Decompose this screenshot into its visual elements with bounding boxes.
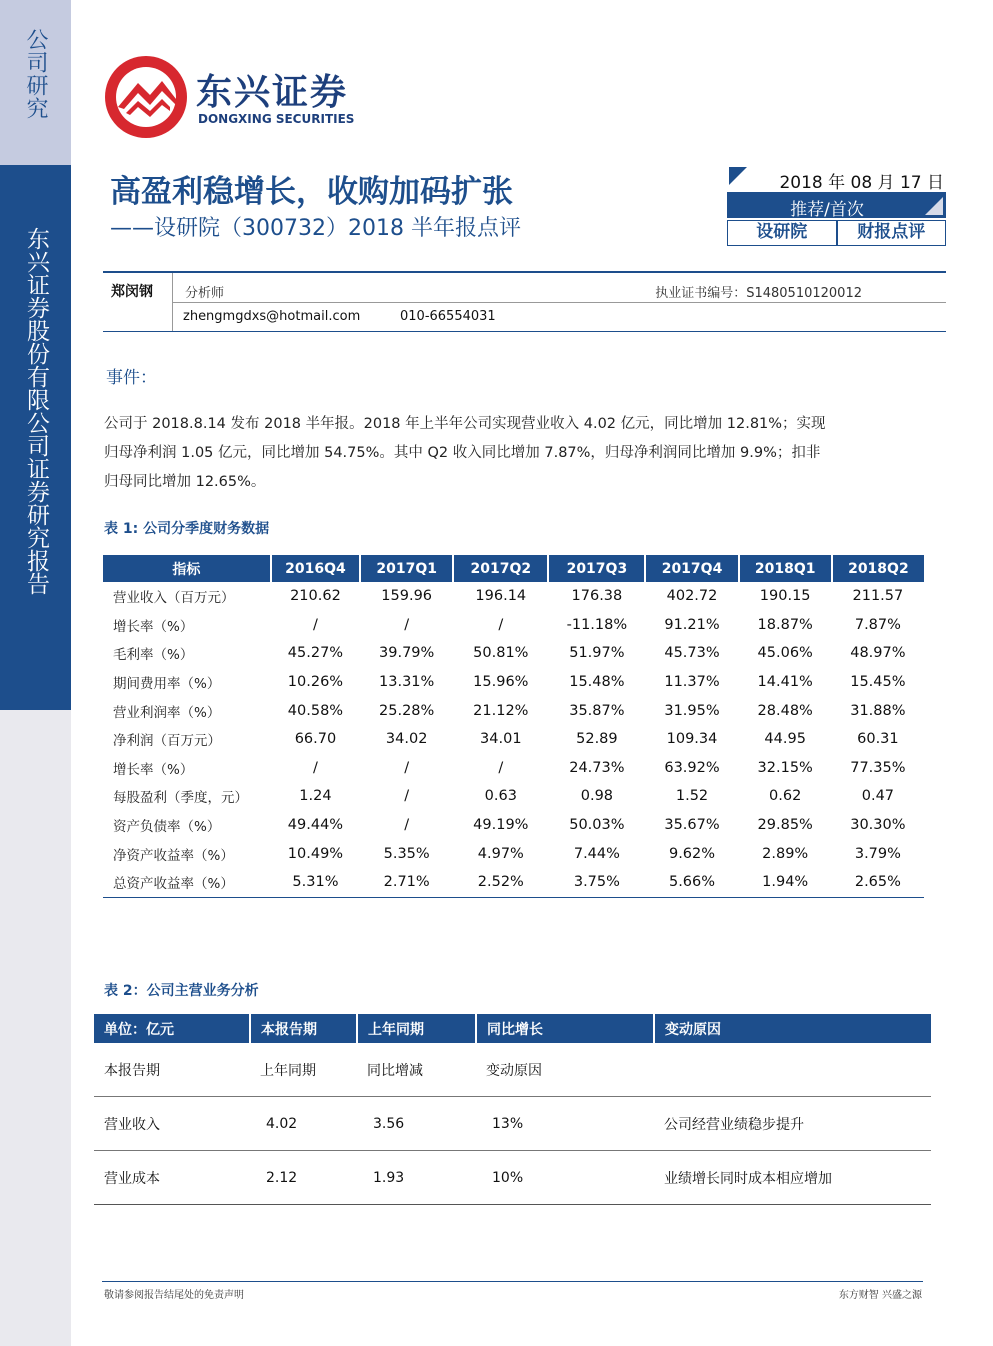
table-cell: 31.95% — [664, 702, 720, 719]
tag-row — [727, 220, 946, 246]
sidebar-category: 公司研究 — [23, 28, 48, 120]
table-header-cell: 2018Q2 — [832, 555, 924, 582]
table-cell: 49.44% — [287, 817, 344, 834]
analyst-phone: 010-66554031 — [400, 309, 496, 324]
table-cell: 63.92% — [664, 759, 720, 776]
table-cell: -11.18% — [566, 616, 628, 633]
sidebar — [0, 0, 71, 1346]
table-header-cell: 2018Q1 — [739, 555, 832, 582]
event-line: 归母净利润 1.05 亿元，同比增加 54.75%。其中 Q2 收入同比增加 7.87%，归母净利润同比增加 9.9%；扣非 — [104, 445, 821, 461]
quarterly-financials-table — [103, 555, 924, 898]
table-cell: 10.49% — [287, 845, 344, 862]
table-cell: 35.87% — [569, 702, 625, 719]
date-row — [727, 165, 946, 194]
event-line: 归母同比增加 12.65%。 — [104, 474, 266, 490]
divider — [172, 302, 946, 303]
table-header-cell: 2016Q4 — [271, 555, 360, 582]
table-cell: 0.47 — [861, 788, 895, 805]
table-cell: / — [498, 759, 504, 776]
table-cell: / — [404, 759, 410, 776]
table-cell: 15.96% — [473, 674, 529, 691]
table-header-cell: 2017Q3 — [548, 555, 645, 582]
table-row — [103, 868, 924, 897]
table-cell: 34.01 — [480, 731, 522, 748]
table-cell: 52.89 — [576, 731, 618, 748]
table-header-cell: 本报告期 — [250, 1014, 357, 1043]
table-cell: 60.31 — [857, 731, 899, 748]
table-cell: 21.12% — [473, 702, 529, 719]
table-cell: / — [313, 759, 318, 776]
tag-report-type: 财报点评 — [837, 220, 947, 246]
row-label: 营业利润率（%） — [113, 704, 221, 721]
brand-name-en: DONGXING SECURITIES — [198, 112, 355, 126]
table-cell: 48.97% — [850, 645, 906, 662]
table-row — [103, 696, 924, 725]
table-header-cell: 2017Q1 — [360, 555, 453, 582]
table-cell: 45.73% — [664, 645, 720, 662]
row-label: 期间费用率（%） — [113, 676, 221, 693]
table-row — [103, 811, 924, 840]
table-row — [103, 754, 924, 783]
table-row — [94, 1097, 931, 1151]
table-cell: / — [404, 788, 410, 805]
event-heading: 事件： — [106, 368, 157, 388]
event-paragraph — [104, 410, 926, 497]
table-cell: 10.26% — [287, 674, 344, 691]
table-cell: 2.89% — [762, 845, 809, 862]
sidebar-category-block — [0, 0, 71, 165]
table-cell: / — [313, 616, 318, 633]
table-cell: 公司经营业绩稳步提升 — [654, 1097, 931, 1151]
footer-divider — [102, 1281, 923, 1282]
row-label: 营业收入 — [94, 1097, 250, 1151]
table-cell: 1.24 — [299, 788, 332, 805]
table-header-cell: 2017Q2 — [453, 555, 548, 582]
main-business-table — [94, 1014, 931, 1205]
table1-caption: 表 1: 公司分季度财务数据 — [104, 521, 270, 537]
table-cell: 4.02 — [250, 1097, 357, 1151]
table-cell: 50.81% — [473, 645, 529, 662]
footer-slogan: 东方财智 兴盛之源 — [838, 1290, 922, 1301]
table-cell: 39.79% — [379, 645, 435, 662]
table-cell: 40.58% — [287, 702, 344, 719]
row-label: 增长率（%） — [113, 761, 194, 778]
table-cell: 24.73% — [569, 759, 625, 776]
table-cell: 13% — [476, 1097, 654, 1151]
table-cell: 109.34 — [666, 731, 718, 748]
report-subtitle: ——设研院（300732）2018 半年报点评 — [110, 216, 521, 241]
table-cell: 32.15% — [757, 759, 813, 776]
table-cell — [654, 1043, 931, 1097]
table-cell: 159.96 — [381, 588, 433, 605]
table-header-cell: 上年同期 — [357, 1014, 476, 1043]
table-cell: 7.44% — [573, 845, 620, 862]
table-cell: 1.94% — [739, 868, 832, 897]
table-cell: / — [498, 616, 504, 633]
table-cell: 同比增减 — [357, 1043, 476, 1097]
table-cell: 业绩增长同时成本相应增加 — [654, 1151, 931, 1205]
table-cell: 13.31% — [379, 674, 435, 691]
table-cell: / — [404, 817, 410, 834]
table-cell: 196.14 — [475, 588, 527, 605]
table-cell: 51.97% — [569, 645, 625, 662]
table-cell: 28.48% — [757, 702, 813, 719]
table-cell: 15.45% — [850, 674, 906, 691]
analyst-info — [103, 271, 946, 332]
table-cell: 2.52% — [453, 868, 548, 897]
row-label: 总资产收益率（%） — [103, 868, 271, 897]
table-row — [103, 639, 924, 668]
table-cell: 45.06% — [757, 645, 813, 662]
table-cell: 10% — [476, 1151, 654, 1205]
table-cell: 210.62 — [290, 588, 341, 605]
sidebar-org-report: 东兴证券股份有限公司证券研究报告 — [23, 227, 49, 595]
table-cell: 2.12 — [250, 1151, 357, 1205]
table-cell: 18.87% — [757, 616, 813, 633]
corner-triangle-icon — [925, 197, 943, 215]
table-cell: 5.31% — [271, 868, 360, 897]
table-cell: 402.72 — [666, 588, 718, 605]
table-cell: 0.98 — [580, 788, 614, 805]
analyst-role: 分析师 — [185, 286, 225, 301]
table-header-cell: 单位：亿元 — [94, 1014, 250, 1043]
row-label: 净利润（百万元） — [113, 733, 221, 750]
table-cell: 3.75% — [548, 868, 645, 897]
table-cell: 3.56 — [357, 1097, 476, 1151]
table-cell: 29.85% — [757, 817, 813, 834]
analyst-email[interactable]: zhengmgdxs@hotmail.com — [183, 309, 361, 324]
table-cell: 1.93 — [357, 1151, 476, 1205]
table-row — [103, 782, 924, 811]
table-cell: 31.88% — [850, 702, 906, 719]
row-label: 营业成本 — [94, 1151, 250, 1205]
table-cell: 50.03% — [569, 817, 625, 834]
row-label: 每股盈利（季度，元） — [113, 790, 248, 807]
table-header-cell: 同比增长 — [476, 1014, 654, 1043]
row-label: 毛利率（%） — [113, 647, 194, 664]
table-cell: 66.70 — [294, 731, 337, 748]
report-title: 高盈利稳增长，收购加码扩张 — [110, 174, 513, 210]
tag-company: 设研院 — [727, 220, 837, 246]
table-header-cell: 2017Q4 — [645, 555, 738, 582]
report-date: 2018 年 08 月 17 日 — [779, 173, 944, 193]
table-cell: 15.48% — [569, 674, 625, 691]
dongxing-logo-icon — [104, 55, 188, 139]
row-label: 资产负债率（%） — [113, 819, 221, 836]
table-row — [103, 839, 924, 868]
table-row — [103, 668, 924, 697]
table-cell: 7.87% — [854, 616, 901, 633]
table-cell: 77.35% — [850, 759, 906, 776]
brand-name-cn: 东兴证券 — [196, 72, 349, 113]
table-cell: 5.35% — [383, 845, 430, 862]
table-cell: 11.37% — [664, 674, 720, 691]
table-cell: 1.52 — [675, 788, 709, 805]
table-row — [94, 1043, 931, 1097]
table-cell: 176.38 — [571, 588, 623, 605]
corner-triangle-icon — [729, 167, 747, 185]
row-label: 净资产收益率（%） — [113, 847, 234, 864]
table-cell: 44.95 — [764, 731, 806, 748]
table-cell: 上年同期 — [250, 1043, 357, 1097]
table-cell: 30.30% — [850, 817, 906, 834]
table2-caption: 表 2：公司主营业务分析 — [104, 983, 259, 999]
table-row — [94, 1151, 931, 1205]
table-row — [103, 582, 924, 611]
table-cell: / — [404, 616, 410, 633]
table-cell: 0.62 — [769, 788, 802, 805]
table-header-cell: 指标 — [103, 555, 271, 582]
table-cell: 35.67% — [664, 817, 720, 834]
table-row — [103, 611, 924, 640]
table-header-cell: 变动原因 — [654, 1014, 931, 1043]
table-cell: 9.62% — [668, 845, 716, 862]
table-row — [103, 725, 924, 754]
table-cell: 49.19% — [473, 817, 529, 834]
table-cell: 211.57 — [852, 588, 904, 605]
table-cell: 3.79% — [854, 845, 901, 862]
table-cell: 190.15 — [759, 588, 811, 605]
table-cell: 14.41% — [757, 674, 813, 691]
footer-disclaimer: 敬请参阅报告结尾处的免责声明 — [104, 1290, 244, 1301]
table-cell: 45.27% — [287, 645, 344, 662]
analyst-name: 郑闵钢 — [111, 284, 153, 300]
table-cell: 0.63 — [484, 788, 517, 805]
table-cell: 变动原因 — [476, 1043, 654, 1097]
row-label: 营业收入（百万元） — [113, 590, 235, 607]
table-cell: 2.71% — [360, 868, 453, 897]
sidebar-org-block — [0, 165, 71, 710]
event-line: 公司于 2018.8.14 发布 2018 半年报。2018 年上半年公司实现营业收入 4.02 亿元，同比增加 12.81%；实现 — [104, 416, 826, 432]
table-cell: 2.65% — [832, 868, 924, 897]
table-cell: 91.21% — [664, 616, 720, 633]
rating-row — [727, 194, 946, 218]
row-label: 增长率（%） — [113, 618, 194, 635]
rating-text: 推荐/首次 — [790, 200, 864, 220]
table-cell: 25.28% — [379, 702, 435, 719]
row-label: 本报告期 — [94, 1043, 250, 1097]
date-rating-box — [727, 165, 946, 245]
table-cell: 34.02 — [385, 731, 428, 748]
table-cell: 4.97% — [477, 845, 524, 862]
table-cell: 5.66% — [645, 868, 738, 897]
analyst-cert: 执业证书编号：S1480510120012 — [655, 286, 862, 301]
